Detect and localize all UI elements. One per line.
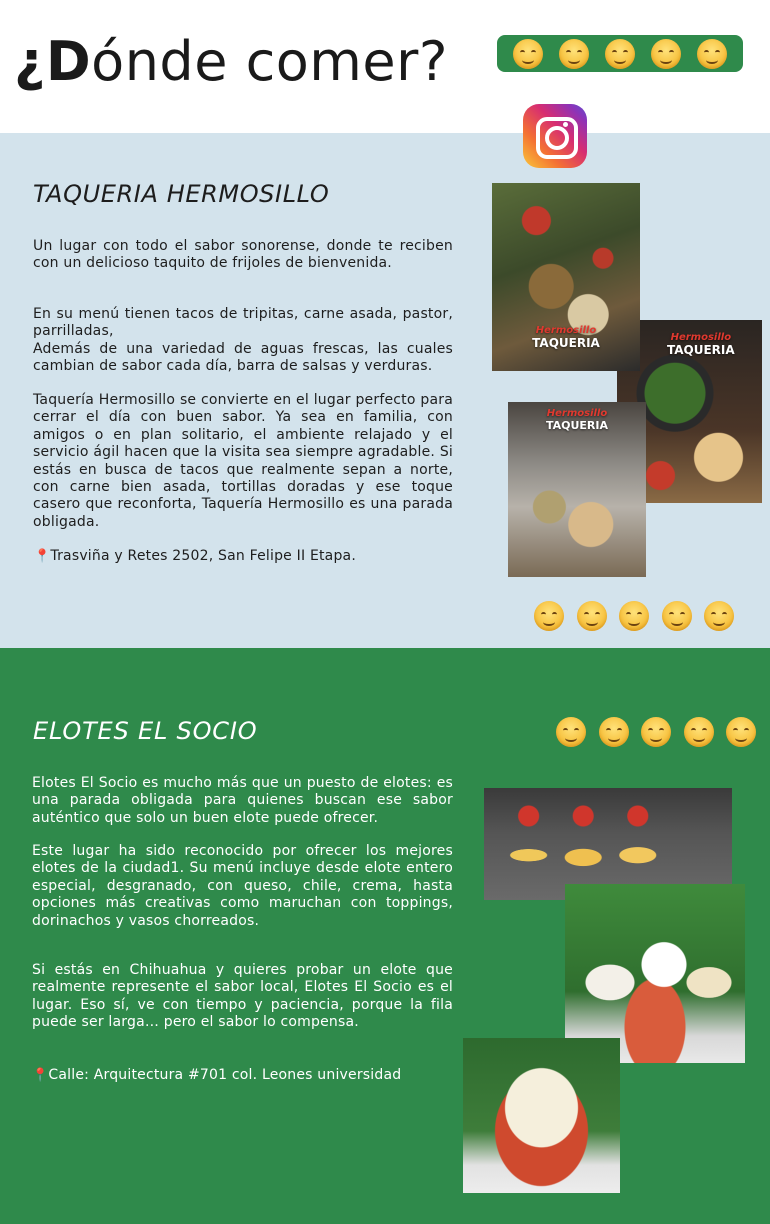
paragraph: En su menú tienen tacos de tripitas, carne asada, pastor, parrilladas,	[33, 306, 453, 340]
smiley-face-icon	[605, 39, 635, 69]
smiley-face-icon	[577, 601, 607, 631]
paragraph: Elotes El Socio es mucho más que un puesto de elotes: es una parada obligada para quienes buscan ese sabor auténtico que solo un buen elote puede ofrecer.	[32, 775, 453, 826]
smiley-face-icon	[599, 717, 629, 747]
rating-bar-header	[497, 35, 743, 72]
paragraph: Taquería Hermosillo se convierte en el lugar perfecto para cerrar el día con buen sabor. Ya sea en familia, con amigos o en plan solitario, el ambiente relajado y el servicio ágil hacen que la visita sea siempre agradable. Si estás en busca de tacos que realmente sepan a norte, con carne bien asada, tortillas doradas y ese toque casero que reconforta, Taquería Hermosillo es una parada obligada.	[33, 392, 453, 530]
brand-name: TAQUERIA	[667, 343, 735, 357]
address-text: Trasviña y Retes 2502, San Felipe II Etapa.	[50, 548, 356, 564]
paragraph: Si estás en Chihuahua y quieres probar un elote que realmente represente el sabor local, Elotes El Socio es el lugar. Eso sí, ve con tiempo y paciencia, porque la fila puede ser larga… pero el sabor lo compensa.	[32, 962, 453, 1031]
smiley-face-icon	[726, 717, 756, 747]
brand-script: Hermosillo	[546, 408, 608, 419]
location-pin-icon: 📍	[32, 1068, 49, 1083]
instagram-icon[interactable]	[523, 104, 587, 168]
smiley-face-icon	[559, 39, 589, 69]
smiley-face-icon	[513, 39, 543, 69]
taqueria-photo-3	[508, 402, 646, 577]
smiley-face-icon	[697, 39, 727, 69]
smiley-face-icon	[662, 601, 692, 631]
page-header	[0, 0, 770, 133]
paragraph: Además de una variedad de aguas frescas, las cuales cambian de sabor cada día, barra de salsas y verduras.	[33, 341, 453, 375]
page-title-prefix: ¿D	[14, 30, 92, 93]
page-title	[14, 30, 448, 94]
brand-script: Hermosillo	[535, 325, 597, 336]
smiley-face-icon	[619, 601, 649, 631]
brand-name: TAQUERIA	[532, 336, 600, 350]
elotes-photo-3	[463, 1038, 620, 1193]
paragraph: Este lugar ha sido reconocido por ofrecer los mejores elotes de la ciudad1. Su menú incluye desde elote entero especial, desgranado, con queso, chile, crema, hasta opciones más creativas como maruchan con toppings, dorinachos y vasos chorreados.	[32, 843, 453, 929]
smiley-face-icon	[684, 717, 714, 747]
location-pin-icon: 📍	[34, 549, 51, 564]
section-title-elotes: ELOTES EL SOCIO	[33, 717, 258, 745]
address-line	[34, 548, 454, 565]
smiley-face-icon	[704, 601, 734, 631]
brand-name: TAQUERIA	[545, 419, 609, 432]
elotes-photo-2	[565, 884, 745, 1063]
section-title-taqueria: TAQUERIA HERMOSILLO	[33, 180, 330, 208]
page-title-rest: ónde comer?	[91, 30, 448, 93]
smiley-face-icon	[534, 601, 564, 631]
rating-elotes	[556, 717, 756, 747]
address-text: Calle: Arquitectura #701 col. Leones universidad	[48, 1067, 402, 1083]
smiley-face-icon	[651, 39, 681, 69]
rating-taqueria	[534, 601, 734, 631]
brand-script: Hermosillo	[670, 332, 732, 343]
smiley-face-icon	[556, 717, 586, 747]
paragraph: Un lugar con todo el sabor sonorense, donde te reciben con un delicioso taquito de frijoles de bienvenida.	[33, 238, 453, 272]
address-line	[32, 1067, 453, 1084]
smiley-face-icon	[641, 717, 671, 747]
taqueria-photo-1	[492, 183, 640, 371]
